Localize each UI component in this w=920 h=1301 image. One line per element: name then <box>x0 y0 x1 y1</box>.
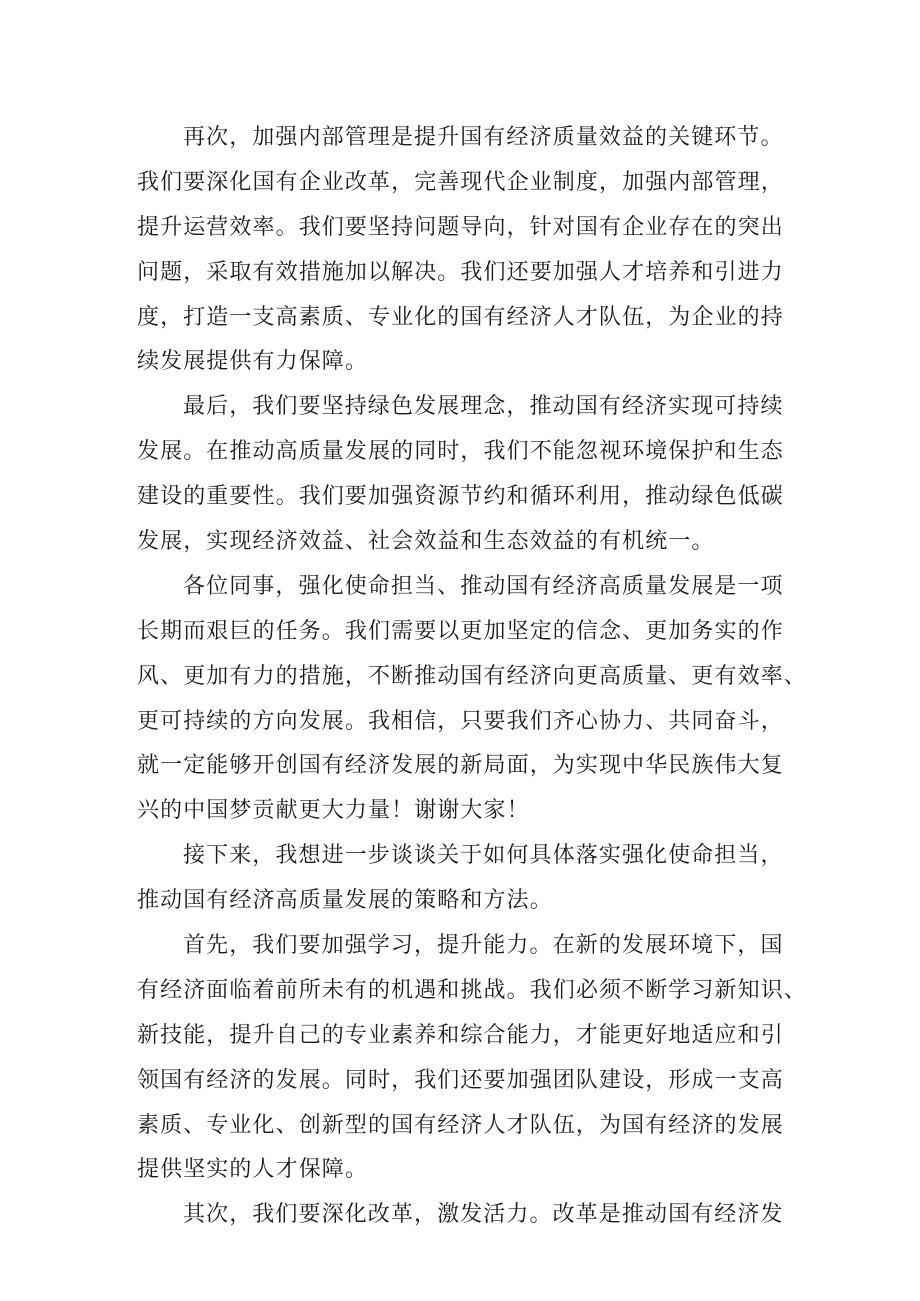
paragraph-line: 各位同事，强化使命担当、推动国有经济高质量发展是一项 <box>183 573 784 599</box>
paragraph-line: 提升运营效率。我们要坚持问题导向，针对国有企业存在的突出 <box>137 214 784 240</box>
paragraph <box>137 565 807 834</box>
paragraph <box>137 385 797 565</box>
paragraph-line: 最后，我们要坚持绿色发展理念，推动国有经济实现可持续 <box>183 394 784 420</box>
paragraph-line: 首先，我们要加强学习，提升能力。在新的发展环境下，国 <box>183 933 784 959</box>
paragraph-line: 素质、专业化、创新型的国有经济人才队伍，为国有经济的发展 <box>137 1112 784 1138</box>
paragraph-line: 再次，加强内部管理是提升国有经济质量效益的关键环节。 <box>183 125 784 150</box>
paragraph-line: 长期而艰巨的任务。我们需要以更加坚定的信念、更加务实的作 <box>137 618 784 644</box>
paragraph-line: 其次，我们要深化改革，激发活力。改革是推动国有经济发 <box>183 1202 784 1228</box>
paragraph <box>137 1193 797 1238</box>
paragraph-line: 接下来，我想进一步谈谈关于如何具体落实强化使命担当， <box>183 843 784 869</box>
paragraph-line: 兴的中国梦贡献更大力量！谢谢大家！ <box>137 798 530 824</box>
paragraph-line: 提供坚实的人才保障。 <box>137 1157 369 1183</box>
paragraph <box>137 116 797 385</box>
paragraph-line: 建设的重要性。我们要加强资源节约和循环利用，推动绿色低碳 <box>137 484 784 510</box>
paragraph-line: 风、更加有力的措施，不断推动国有经济向更高质量、更有效率、 <box>137 663 807 689</box>
paragraph-line: 新技能，提升自己的专业素养和综合能力，才能更好地适应和引 <box>137 1022 784 1048</box>
paragraph-line: 有经济面临着前所未有的机遇和挑战。我们必须不断学习新知识、 <box>137 977 807 1003</box>
paragraph <box>137 924 807 1193</box>
document-body <box>137 116 807 1238</box>
paragraph-line: 推动国有经济高质量发展的策略和方法。 <box>137 888 553 914</box>
paragraph-line: 就一定能够开创国有经济发展的新局面，为实现中华民族伟大复 <box>137 753 784 779</box>
paragraph-line: 问题，采取有效措施加以解决。我们还要加强人才培养和引进力 <box>137 259 784 285</box>
paragraph-line: 我们要深化国有企业改革，完善现代企业制度，加强内部管理， <box>137 169 784 195</box>
paragraph-line: 度，打造一支高素质、专业化的国有经济人才队伍，为企业的持 <box>137 304 784 330</box>
paragraph-line: 发展。在推动高质量发展的同时，我们不能忽视环境保护和生态 <box>137 439 784 465</box>
paragraph <box>137 834 797 924</box>
paragraph-line: 更可持续的方向发展。我相信，只要我们齐心协力、共同奋斗， <box>137 708 784 734</box>
paragraph-line: 续发展提供有力保障。 <box>137 349 369 375</box>
paragraph-line: 领国有经济的发展。同时，我们还要加强团队建设，形成一支高 <box>137 1067 784 1093</box>
paragraph-line: 发展，实现经济效益、社会效益和生态效益的有机统一。 <box>137 529 715 555</box>
